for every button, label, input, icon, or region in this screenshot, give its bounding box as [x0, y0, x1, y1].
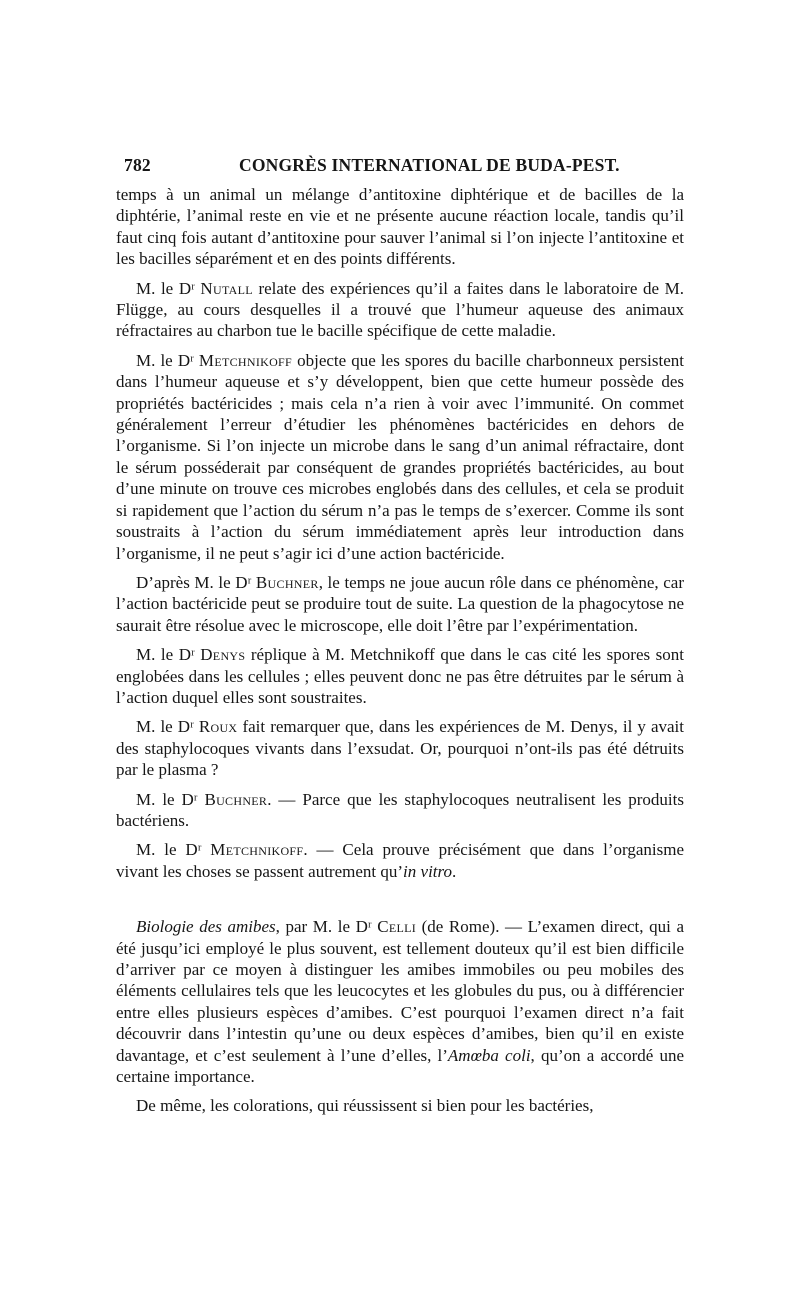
speaker-name: Celli [377, 917, 417, 937]
paragraph [116, 716, 684, 780]
paragraph [116, 572, 684, 636]
text-run: , le temps ne joue aucun rôle dans ce phénomène, car l’action bactéricide peut se produire tout de suite. La question de la phagocytose ne saurait être résolue avec le microscope, elle doit l’être par l’expérimentation. [116, 572, 684, 635]
text-run: M. le Dʳ [136, 789, 205, 809]
paragraph [116, 789, 684, 832]
italic-text: Amœba coli [447, 1045, 531, 1065]
speaker-name: Buchner [204, 789, 268, 809]
text-run: relate des expériences qu’il a faites dans le laboratoire de M. Flügge, au cours desquelles il a trouvé que l’humeur aqueuse des animaux réfractaires au charbon tue le bacille spécifique de cette maladie. [116, 278, 684, 341]
text-run: De même, les colorations, qui réussissent si bien pour les bactéries, [136, 1096, 594, 1116]
speaker-name: Buchner [255, 572, 319, 592]
text-run: D’après M. le Dʳ [136, 572, 256, 592]
speaker-name: Nutall [200, 278, 253, 298]
paragraph [116, 644, 684, 708]
text-run: réplique à M. Metchnikoff que dans le cas cité les spores sont englobées dans les cellules ; elles peuvent donc ne pas être détruites par le sérum à l’action duquel elles sont soustraites. [116, 645, 684, 707]
page-number: 782 [124, 155, 151, 175]
speaker-name: Denys [200, 645, 246, 665]
body-text [116, 184, 684, 1125]
paragraph [116, 1095, 684, 1116]
text-run: M. le Dʳ [136, 840, 211, 860]
text-run: temps à un animal un mélange d’antitoxine diphtérique et de bacilles de la diphtérie, l’animal reste en vie et ne présente aucune réaction locale, tandis qu’il faut cinq fois autant d’antitoxine pour sauver l’animal si l’on injecte l’antitoxine et les bacilles séparément et en des points différents. [116, 185, 684, 269]
text-run: (de Rome). — L’examen direct, qui a été jusqu’ici employé le plus souvent, est tellement douteux qu’il est bien difficile d’arriver par ce moyen à distinguer les amibes immobiles ou peu mobiles des éléments cellulaires tels que les leucocytes et les globules du pus, ou à différencier entre elles plusieurs espèces d’amibes. C’est pourquoi l’examen direct n’a fait découvrir dans l’intestin qu’une ou deux espèces d’amibes, bien qu’il en existe davantage, et c’est seulement à l’une d’elles, l’ [116, 917, 684, 1065]
text-run: objecte que les spores du bacille charbonneux persistent dans l’humeur aqueuse et s’y développent, bien que cette humeur possède des propriétés bactéricides ; mais cela n’a rien à voir avec l’immunité. On commet généralement l’erreur d’étudier les phénomènes bactéricides en dehors de l’organisme. Si l’on injecte un microbe dans le sang d’un animal réfractaire, dont le sérum posséderait par conséquent de grandes propriétés bactéricides, au bout d’une minute on trouve ces microbes englobés dans des cellules, et cela se produit si rapidement que l’action du sérum n’a pas le temps de s’exercer. Comme ils sont soustraits à l’action du sérum immédiatement après leur introduction dans l’organisme, il ne peut s’agir ici d’une action bactéricide. [116, 350, 684, 563]
italic-text: in vitro [403, 861, 452, 881]
speaker-name: Metchnikoff [210, 840, 304, 860]
paragraph [116, 184, 684, 270]
text-run: , qu’on a accordé une certaine importance. [116, 1045, 684, 1087]
text-run: . [452, 861, 457, 881]
text-run: . — Cela prouve précisément que dans l’organisme vivant les choses se passent autrement qu’ [116, 840, 684, 881]
italic-text: Biologie des amibes [136, 917, 276, 937]
text-run: . — Parce que les staphylocoques neutralisent les produits bactériens. [116, 789, 684, 830]
text-run: fait remarquer que, dans les expériences de M. Denys, il y avait des staphylocoques vivants dans l’exsudat. Or, pourquoi n’ont-ils pas été détruits par le plasma ? [116, 717, 684, 780]
text-run: M. le Dʳ [136, 350, 199, 370]
text-run: M. le Dʳ [136, 645, 201, 665]
text-run: , par M. le Dʳ [275, 917, 378, 937]
speaker-name: Metchnikoff [198, 350, 292, 370]
text-run: M. le Dʳ [136, 278, 201, 298]
paragraph [116, 839, 684, 882]
speaker-name: Roux [198, 717, 238, 737]
running-title: CONGRÈS INTERNATIONAL DE BUDA-PEST. [239, 155, 620, 175]
text-run: M. le Dʳ [136, 717, 199, 737]
paragraph [116, 278, 684, 342]
paragraph [116, 916, 684, 1087]
running-header [124, 153, 684, 177]
paragraph [116, 350, 684, 564]
